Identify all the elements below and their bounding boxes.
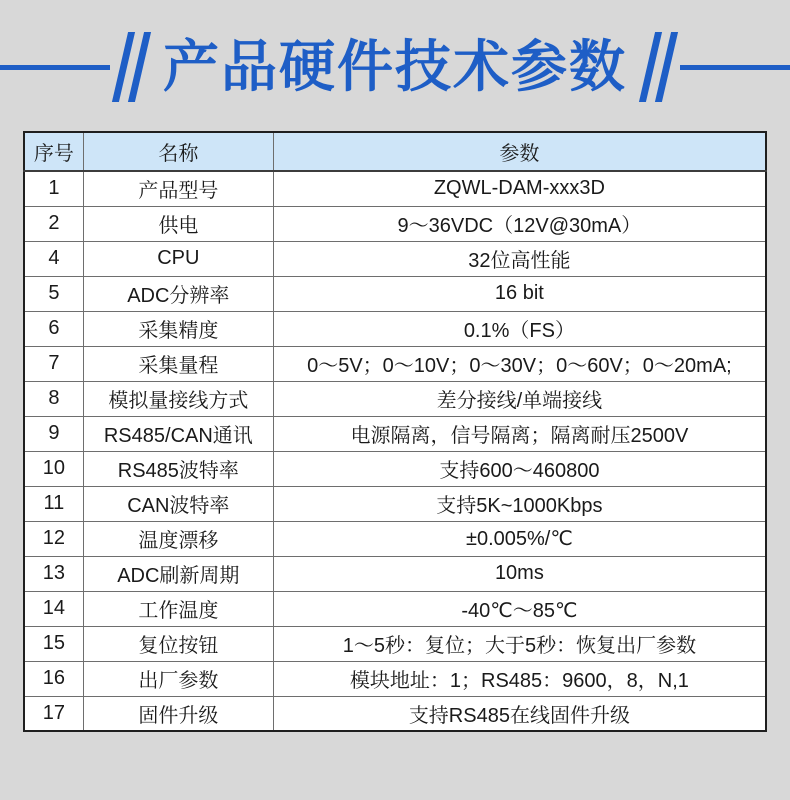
hardware-spec-table [23, 131, 767, 732]
table-row [24, 206, 766, 241]
table-row [24, 626, 766, 661]
table-row [24, 556, 766, 591]
row-param-cell: 模块地址：1；RS485：9600，8，N,1 [273, 661, 766, 696]
row-param-cell: ±0.005%/℃ [273, 521, 766, 556]
table-row [24, 241, 766, 276]
row-index-cell: 2 [24, 206, 83, 241]
row-name-cell: 复位按钮 [83, 626, 273, 661]
table-row [24, 591, 766, 626]
row-param-cell: 0.1%（FS） [273, 311, 766, 346]
row-name-cell: ADC刷新周期 [83, 556, 273, 591]
row-param-cell: -40℃～85℃ [273, 591, 766, 626]
row-param-cell: 0～5V；0～10V；0～30V；0～60V；0～20mA; [273, 346, 766, 381]
table-row [24, 696, 766, 731]
row-param-cell: 支持5K~1000Kbps [273, 486, 766, 521]
double-slash-right-icon [647, 32, 670, 102]
row-param-cell: 16 bit [273, 276, 766, 311]
row-index-cell: 6 [24, 311, 83, 346]
table-row [24, 171, 766, 206]
row-name-cell: 模拟量接线方式 [83, 381, 273, 416]
table-row [24, 451, 766, 486]
row-param-cell: 差分接线/单端接线 [273, 381, 766, 416]
row-name-cell: CPU [83, 241, 273, 276]
row-param-cell: 支持RS485在线固件升级 [273, 696, 766, 731]
col-header-param: 参数 [273, 132, 766, 171]
table-row [24, 346, 766, 381]
table-row [24, 661, 766, 696]
row-name-cell: RS485/CAN通讯 [83, 416, 273, 451]
row-param-cell: 9～36VDC（12V@30mA） [273, 206, 766, 241]
row-name-cell: RS485波特率 [83, 451, 273, 486]
row-name-cell: 固件升级 [83, 696, 273, 731]
row-index-cell: 10 [24, 451, 83, 486]
page-title: 产品硬件技术参数 [163, 35, 627, 98]
row-param-cell: 1～5秒：复位；大于5秒：恢复出厂参数 [273, 626, 766, 661]
title-right-line [680, 65, 790, 70]
table-row [24, 311, 766, 346]
table-row [24, 416, 766, 451]
row-index-cell: 15 [24, 626, 83, 661]
row-name-cell: 供电 [83, 206, 273, 241]
row-param-cell: ZQWL-DAM-xxx3D [273, 171, 766, 206]
row-param-cell: 支持600～460800 [273, 451, 766, 486]
row-index-cell: 13 [24, 556, 83, 591]
row-index-cell: 16 [24, 661, 83, 696]
row-index-cell: 1 [24, 171, 83, 206]
row-index-cell: 11 [24, 486, 83, 521]
table-body [24, 171, 766, 731]
row-index-cell: 8 [24, 381, 83, 416]
col-header-name: 名称 [83, 132, 273, 171]
table-row [24, 486, 766, 521]
row-param-cell: 32位高性能 [273, 241, 766, 276]
row-name-cell: 温度漂移 [83, 521, 273, 556]
row-index-cell: 12 [24, 521, 83, 556]
row-index-cell: 17 [24, 696, 83, 731]
col-header-index: 序号 [24, 132, 83, 171]
double-slash-left-icon [120, 32, 143, 102]
row-param-cell: 电源隔离，信号隔离；隔离耐压2500V [273, 416, 766, 451]
table-header-row [24, 132, 766, 171]
row-index-cell: 14 [24, 591, 83, 626]
row-name-cell: 工作温度 [83, 591, 273, 626]
row-name-cell: 出厂参数 [83, 661, 273, 696]
row-param-cell: 10ms [273, 556, 766, 591]
row-name-cell: ADC分辨率 [83, 276, 273, 311]
table-row [24, 521, 766, 556]
row-name-cell: 产品型号 [83, 171, 273, 206]
row-name-cell: 采集精度 [83, 311, 273, 346]
row-index-cell: 7 [24, 346, 83, 381]
page-title-banner [0, 30, 790, 104]
table-row [24, 381, 766, 416]
row-index-cell: 5 [24, 276, 83, 311]
row-index-cell: 4 [24, 241, 83, 276]
row-name-cell: 采集量程 [83, 346, 273, 381]
row-index-cell: 9 [24, 416, 83, 451]
table-row [24, 276, 766, 311]
row-name-cell: CAN波特率 [83, 486, 273, 521]
title-left-line [0, 65, 110, 70]
